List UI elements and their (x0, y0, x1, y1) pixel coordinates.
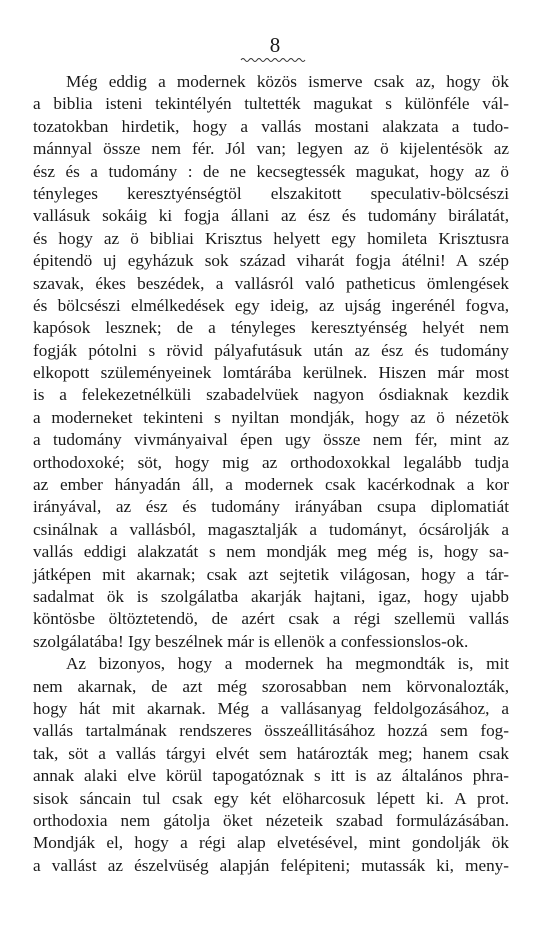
text-line: fogják pótolni s rövid pályafutásuk után az ész és tudomány (33, 340, 509, 360)
text-line: szolgálatába! Igy beszélnek már is ellenök a confessionslos-ok. (33, 631, 469, 651)
text-line: játképen mit akarnak; csak azt sejtetik világosan, hogy a tár- (33, 564, 509, 584)
text-line: is a felekezetnélküli szabadelvüek nagyon ósdiaknak kezdik (33, 385, 509, 405)
text-line: ész és a tudomány : de ne kecsegtessék magukat, hogy az ö (33, 161, 509, 181)
text-line: tényleges keresztyénségtöl elszakitott speculativ-bölcsészi (33, 183, 509, 203)
text-line: irányával, az ész és tudomány irányában csupa diplomatiát (33, 497, 509, 517)
body-text (33, 71, 509, 877)
text-line: tak, söt a vallás tárgyi elvét sem határozták meg; hanem csak (33, 743, 509, 763)
text-line: a vallást az észelvüség alapján felépiteni; mutassák ki, meny- (33, 855, 509, 875)
text-line: Mondják el, hogy a régi alap elvetésével, mint gondolják ök (33, 833, 509, 853)
text-line: hogy hát mit akarnak. Még a vallásanyag feldolgozásához, a (33, 698, 509, 718)
text-line: köntösbe öltöztetendö, de azért csak a régi szellemü vallás (33, 609, 509, 629)
text-line: elkopott szüleményeinek lomtárába kerülnek. Hiszen már most (33, 363, 509, 383)
text-line: épitendö uj egyházuk sok század viharát fogja átélni! A szép (33, 251, 509, 271)
text-line: a moderneket tekinteni s nyiltan mondják, hogy az ö nézetök (33, 407, 509, 427)
text-line: szavak, ékes beszédek, a vallásról való patheticus ömlengések (33, 273, 509, 293)
text-line: vallásuk sokáig ki fogja állani az ész és tudomány birálatát, (33, 206, 509, 226)
text-line: a tudomány vivmányaival épen ugy össze nem fér, mint az (33, 430, 509, 450)
text-line: tozatokban hirdetik, hogy a vallás mostani alakzata a tudo- (33, 116, 509, 136)
text-line: Az bizonyos, hogy a modernek ha megmondták is, mit (66, 654, 509, 674)
text-line: sisok sáncain tul csak egy két elöharcosuk lépett ki. A prot. (33, 788, 509, 808)
text-line: a biblia isteni tekintélyén tultették magukat s különféle vál- (33, 94, 509, 114)
text-line: az ember hányadán áll, a modernek csak kacérkodnak a kor (33, 475, 509, 495)
text-line: orthodoxia nem gátolja öket nézeteik szabad formulázásában. (33, 810, 509, 830)
text-line: csinálnak a vallásból, magasztalják a tudományt, ócsárolják a (33, 519, 509, 539)
text-line: mánnyal össze nem fér. Jól van; legyen az ö kijelentésök az (33, 139, 509, 159)
text-line: orthodoxoké; söt, hogy mig az orthodoxokkal legalább tudja (33, 452, 509, 472)
text-line: nem akarnak, de azt még szorosabban nem körvonalozták, (33, 676, 509, 696)
text-line: sadalmat ök is szolgálatba akarják hajtani, igaz, hogy ujabb (33, 586, 509, 606)
text-line: annak alaki elve körül tapogatóznak s itt is az általános phra- (33, 766, 509, 786)
text-line: vallás tartalmának rendszeres összeállitásához hozzá sem fog- (33, 721, 509, 741)
text-line: és hogy az ö bibliai Krisztus helyett egy homileta Krisztusra (33, 228, 509, 248)
page-number: 8 (269, 33, 281, 57)
text-line: kapósok lesznek; de a tényleges keresztyénség helyét nem (33, 318, 509, 338)
text-line: és bölcsészi elmélkedések egy ideig, az ujság ingerénél fogva, (33, 295, 509, 315)
text-line: Még eddig a modernek közös ismerve csak az, hogy ök (66, 72, 509, 91)
ornament-rule-icon (240, 56, 306, 64)
text-line: vallás eddigi alakzatát s nem mondják meg még is, hogy sa- (33, 542, 509, 562)
